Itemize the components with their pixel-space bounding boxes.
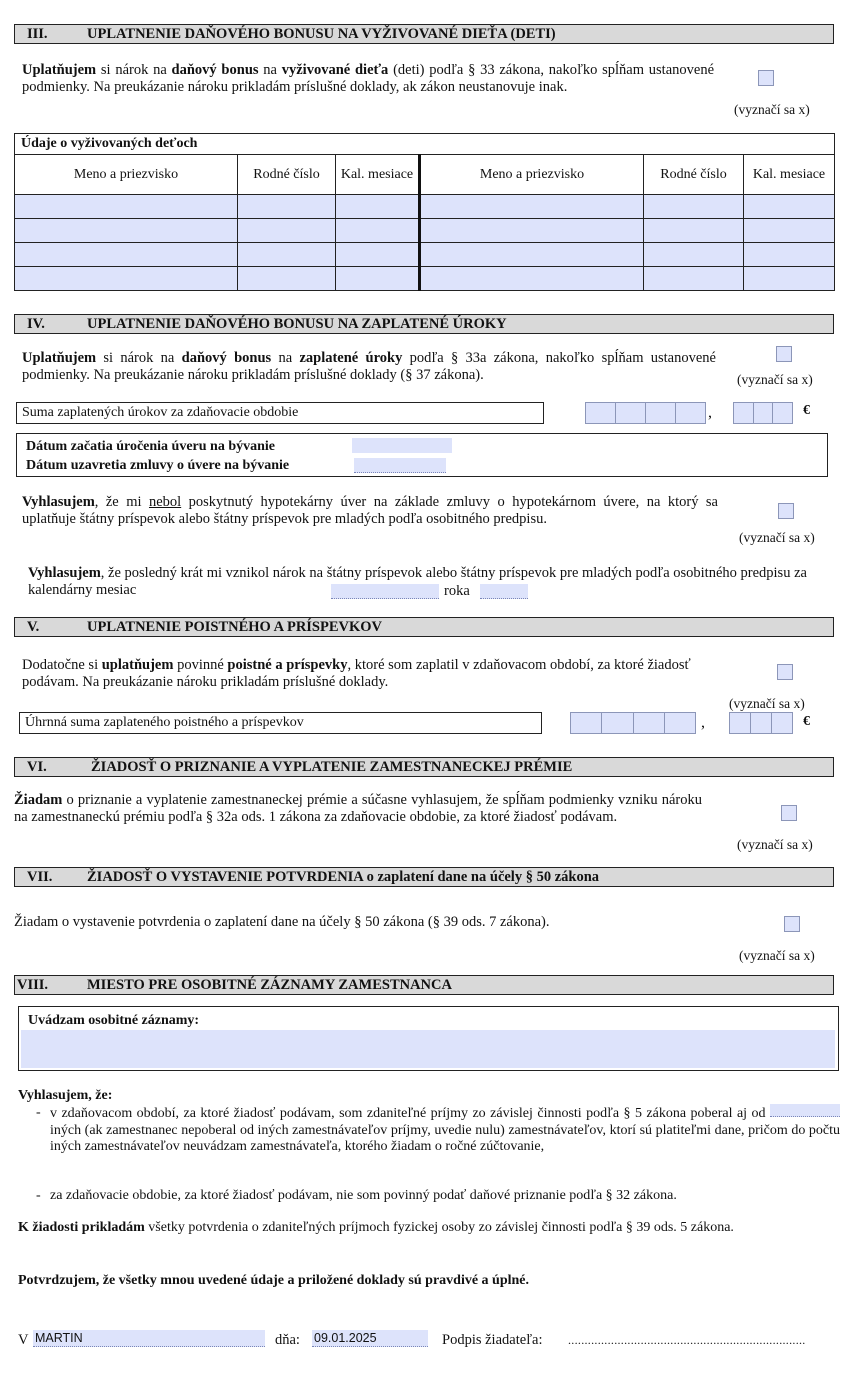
section-6-text (14, 792, 702, 826)
text-bold: daňový bonus (181, 350, 272, 366)
child-months-input[interactable] (336, 267, 420, 291)
loan-start-date-label: Dátum začatia úročenia úveru na bývanie (26, 439, 276, 454)
text-part: , ktoré som zaplatil v zdaňovacom období, za ktoré žiadosť podávam. Na preukázanie nároku prikladám príslušné doklady. (22, 657, 691, 690)
text-part: si nárok na (96, 62, 172, 78)
confirmation-statement: Potvrdzujem, že všetky mnou uvedené údaje a priložené doklady sú pravdivé a úplné. (18, 1273, 530, 1288)
text-bold: uplatňujem (101, 657, 174, 673)
text-part: v zdaňovacom období, za ktoré žiadosť podávam, som zdaniteľné príjmy zo závislej činnosti podľa § 5 zákona poberal aj od (50, 1106, 766, 1121)
text-part: na (271, 350, 300, 366)
child-birth-number-input[interactable] (238, 243, 336, 267)
section-7-title (87, 868, 599, 886)
other-employers-count-input[interactable] (770, 1104, 840, 1117)
children-table (14, 133, 835, 291)
child-name-input[interactable] (15, 243, 238, 267)
section-5-text (22, 657, 712, 691)
section-6-checkbox[interactable] (781, 805, 797, 821)
declare-verb: Vyhlasujem (22, 494, 95, 510)
text-bold: poistné a príspevky (227, 657, 348, 673)
mortgage-declaration-checkbox[interactable] (778, 503, 794, 519)
text-bold: vyživované dieťa (281, 62, 389, 78)
child-name-input[interactable] (420, 243, 644, 267)
col-birth-number-header: Rodné číslo (238, 155, 336, 195)
text-part: podľa § 33a zákona, nakoľko spĺňam ustanovené podmienky. Na preukázanie nároku prikladám príslušné doklady (§ 37 zákona). (22, 350, 716, 383)
section-3-number: III. (27, 26, 48, 42)
table-row (15, 219, 835, 243)
decimal-comma: , (701, 714, 705, 731)
child-months-input[interactable] (336, 243, 420, 267)
section-4-header (14, 314, 834, 334)
section-7-title-rest: o zaplatení dane na účely § 50 zákona (362, 869, 600, 885)
section-4-checkbox[interactable] (776, 346, 792, 362)
loan-contract-date-input[interactable] (354, 458, 446, 473)
special-records-input[interactable] (21, 1030, 835, 1068)
section-5-title: UPLATNENIE POISTNÉHO A PRÍSPEVKOV (87, 619, 383, 635)
section-5-mark-hint: (vyznačí sa x) (729, 696, 805, 711)
section-8-number: VIII. (17, 977, 49, 993)
section-7-mark-hint: (vyznačí sa x) (739, 948, 815, 963)
section-5-number: V. (27, 619, 40, 635)
insurance-sum-cents-input[interactable] (729, 712, 793, 734)
col-birth-number-header: Rodné číslo (644, 155, 744, 195)
declaration-item-2: za zdaňovacie obdobie, za ktoré žiadosť podávam, nie som povinný podať daňové priznanie podľa § 32 zákona. (50, 1188, 677, 1203)
section-4-mark-hint: (vyznačí sa x) (737, 372, 813, 387)
request-verb: Žiadam (14, 792, 63, 808)
child-months-input[interactable] (744, 267, 835, 291)
child-name-input[interactable] (420, 267, 644, 291)
interest-sum-label: Suma zaplatených úrokov za zdaňovacie obdobie (16, 402, 544, 424)
section-6-header (14, 757, 834, 777)
section-7-title-main: ŽIADOSŤ O VYSTAVENIE POTVRDENIA (87, 869, 363, 885)
child-name-input[interactable] (15, 219, 238, 243)
child-months-input[interactable] (744, 219, 835, 243)
section-5-header (14, 617, 834, 637)
children-table-caption: Údaje o vyživovaných deťoch (15, 134, 835, 155)
loan-start-date-input[interactable] (352, 438, 452, 453)
text-part: poskytnutý hypotekárny úver na základe zmluvy o hypotekárnom úvere, na ktorý sa uplatňuje štátny príspevok alebo štátny príspevok pre mladých podľa osobitného predpisu. (22, 494, 718, 527)
text-bold: daňový bonus (171, 62, 259, 78)
section-7-checkbox[interactable] (784, 916, 800, 932)
text-bold: K žiadosti prikladám (18, 1220, 145, 1235)
table-row (15, 195, 835, 219)
text-bold: zaplatené úroky (299, 350, 403, 366)
claim-verb: Uplatňujem (22, 62, 97, 78)
claim-verb: Uplatňujem (22, 350, 97, 366)
bullet-dash: - (36, 1105, 41, 1120)
text-part: , že mi (94, 494, 149, 510)
text-part: na (258, 62, 282, 78)
special-records-label: Uvádzam osobitné záznamy: (28, 1013, 200, 1028)
section-5-checkbox[interactable] (777, 664, 793, 680)
text-underlined: nebol (148, 494, 182, 510)
date-input[interactable] (312, 1330, 428, 1347)
child-name-input[interactable] (15, 195, 238, 219)
section-4-text (22, 350, 716, 384)
signature-line: ........................................................................ (568, 1333, 806, 1347)
signature-label: Podpis žiadateľa: (442, 1332, 543, 1348)
child-months-input[interactable] (744, 195, 835, 219)
child-birth-number-input[interactable] (238, 195, 336, 219)
child-birth-number-input[interactable] (644, 243, 744, 267)
text-part: o priznanie a vyplatenie zamestnaneckej prémie a súčasne vyhlasujem, že spĺňam podmienky vzniku nároku na zamestnaneckú prémiu podľa § 32a ods. 1 zákona za zdaňovacie obdobie, za ktoré žiadosť podávam. (14, 792, 702, 825)
text-part: (deti) podľa § 33 zákona, nakoľko spĺňam ustanovené podmienky. Na preukázanie nároku prikladám príslušné doklady, ak zákon neustanovuje inak. (22, 62, 714, 95)
section-4-title: UPLATNENIE DAŇOVÉHO BONUSU NA ZAPLATENÉ ÚROKY (87, 316, 507, 332)
text-part: povinné (173, 657, 228, 673)
child-birth-number-input[interactable] (644, 267, 744, 291)
child-birth-number-input[interactable] (644, 219, 744, 243)
year-label: roka (444, 583, 470, 599)
section-3-mark-hint: (vyznačí sa x) (734, 102, 810, 117)
section-3-checkbox[interactable] (758, 70, 774, 86)
child-name-input[interactable] (420, 219, 644, 243)
section-6-title: ŽIADOSŤ O PRIZNANIE A VYPLATENIE ZAMESTNANECKEJ PRÉMIE (91, 759, 573, 775)
child-months-input[interactable] (336, 219, 420, 243)
child-name-input[interactable] (15, 267, 238, 291)
insurance-sum-euros-input[interactable] (570, 712, 696, 734)
insurance-sum-label: Úhrnná suma zaplateného poistného a príspevkov (19, 712, 542, 734)
child-months-input[interactable] (744, 243, 835, 267)
text-part: iných (ak zamestnanec nepoberal od iných zamestnávateľov príjmy, uvedie nulu) zamestnávateľov, ktorí sú platiteľmi dane, pričom do počtu iných zamestnávateľov neuvádzam zamestnávateľa, ktorého žiadam o ročné zúčtovanie, (50, 1122, 840, 1154)
section-6-mark-hint: (vyznačí sa x) (737, 837, 813, 852)
interest-sum-cents-input[interactable] (733, 402, 793, 424)
text-part: Dodatočne si (22, 657, 102, 673)
section-6-number: VI. (27, 759, 47, 775)
section-3-text (22, 62, 714, 96)
euro-symbol: € (803, 714, 810, 729)
interest-sum-euros-input[interactable] (585, 402, 706, 424)
declare-verb: Vyhlasujem (28, 565, 101, 581)
col-name-header: Meno a priezvisko (420, 155, 644, 195)
table-row (15, 267, 835, 291)
child-birth-number-input[interactable] (238, 219, 336, 243)
loan-contract-date-label: Dátum uzavretia zmluvy o úvere na bývanie (26, 458, 290, 473)
decimal-comma: , (708, 404, 712, 421)
child-months-input[interactable] (336, 195, 420, 219)
text-part: si nárok na (96, 350, 182, 366)
child-birth-number-input[interactable] (644, 195, 744, 219)
child-name-input[interactable] (420, 195, 644, 219)
child-birth-number-input[interactable] (238, 267, 336, 291)
declaration-item-1 (50, 1104, 840, 1156)
contribution-year-input[interactable] (480, 584, 528, 599)
attachments-statement (18, 1219, 840, 1236)
declarations-heading: Vyhlasujem, že: (18, 1088, 113, 1103)
section-4-number: IV. (27, 316, 45, 332)
table-row (15, 243, 835, 267)
section-7-header (14, 867, 834, 887)
special-records-box (18, 1006, 839, 1071)
mortgage-declaration-text (22, 494, 718, 528)
mortgage-mark-hint: (vyznačí sa x) (739, 530, 815, 545)
section-7-number: VII. (27, 869, 53, 885)
text-part: , že posledný krát mi vznikol nárok na štátny príspevok alebo štátny príspevok pre mladých podľa osobitného predpisu za kalendárny mesiac (28, 565, 807, 598)
section-7-text: Žiadam o vystavenie potvrdenia o zaplatení dane na účely § 50 zákona (§ 39 ods. 7 zákona). (14, 914, 550, 930)
section-8-header (14, 975, 834, 995)
section-3-header (14, 24, 834, 44)
bullet-dash: - (36, 1188, 41, 1203)
place-input[interactable] (33, 1330, 265, 1347)
euro-symbol: € (803, 403, 810, 418)
text-part: všetky potvrdenia o zdaniteľných príjmoch fyzickej osoby zo závislej činnosti podľa § 39 ods. 5 zákona. (144, 1220, 734, 1235)
col-months-header: Kal. mesiace (336, 155, 420, 195)
section-8-title: MIESTO PRE OSOBITNÉ ZÁZNAMY ZAMESTNANCA (87, 977, 452, 993)
place-value: MARTIN (35, 1331, 83, 1345)
col-months-header: Kal. mesiace (744, 155, 835, 195)
col-name-header: Meno a priezvisko (15, 155, 238, 195)
place-label: V (18, 1332, 29, 1348)
date-value: 09.01.2025 (314, 1331, 377, 1345)
section-3-title: UPLATNENIE DAŇOVÉHO BONUSU NA VYŽIVOVANÉ DIEŤA (DETI) (87, 26, 556, 42)
contribution-month-input[interactable] (331, 584, 439, 599)
date-label: dňa: (275, 1332, 300, 1348)
